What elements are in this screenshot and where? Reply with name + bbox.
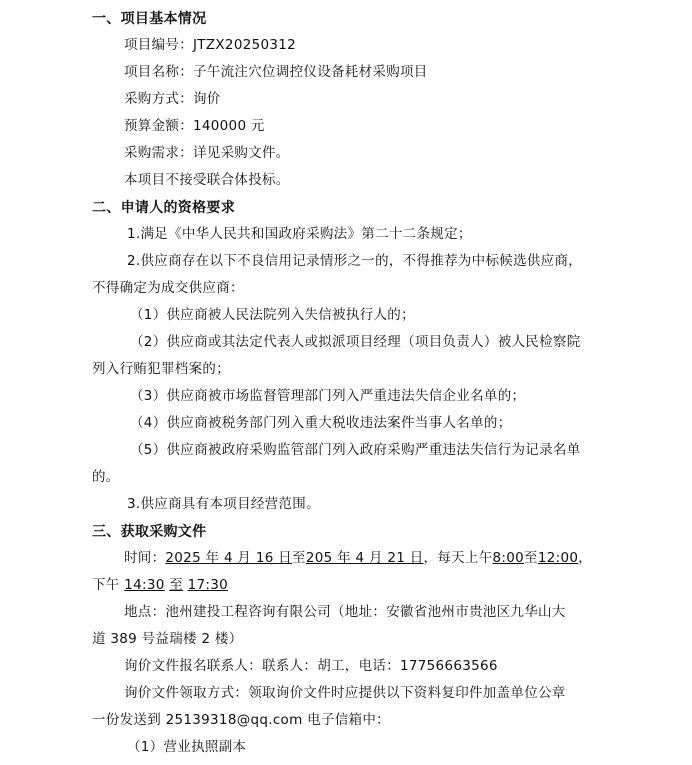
- requirement-2-item-1: （1）供应商被人民法院列入失信被执行人的；: [130, 307, 415, 323]
- daily-morning: ，每天上午: [423, 550, 493, 566]
- requirement-2-cont: 不得确定为成交供应商：: [92, 280, 244, 296]
- section-2-heading: 二、申请人的资格要求: [92, 200, 235, 216]
- time-label: 时间：: [124, 550, 166, 566]
- project-number: 项目编号：JTZX20250312: [124, 37, 297, 53]
- no-consortium-note: 本项目不接受联合体投标。: [124, 172, 290, 188]
- requirement-2-item-5: （5）供应商被政府采购监管部门列入政府采购严重违法失信行为记录名单: [130, 442, 581, 458]
- location: 地点：池州建投工程咨询有限公司（地址：安徽省池州市贵池区九华山大: [124, 604, 566, 620]
- time-to-pm: 至: [169, 577, 184, 593]
- requirement-2-item-2-cont: 列入行贿犯罪档案的；: [92, 361, 230, 377]
- time-to: 至: [292, 550, 306, 566]
- requirement-3: 3.供应商具有本项目经营范围。: [127, 496, 320, 512]
- am-start: 8:00: [492, 550, 525, 566]
- requirement-2-item-3: （3）供应商被市场监督管理部门列入严重违法失信企业名单的；: [130, 388, 526, 404]
- contact-person: 询价文件报名联系人：联系人：胡工，电话：17756663566: [124, 658, 498, 674]
- document-collection-method: 询价文件领取方式：领取询价文件时应提供以下资料复印件加盖单位公章: [124, 685, 566, 701]
- am-end: 12:00: [537, 550, 579, 566]
- requirement-2-item-5-cont: 的。: [92, 469, 120, 485]
- time-comma: ，: [578, 550, 593, 566]
- pm-end: 17:30: [187, 577, 229, 593]
- section-3-heading: 三、获取采购文件: [92, 524, 207, 540]
- pm-start: 14:30: [124, 577, 165, 593]
- requirement-2: 2.供应商存在以下不良信用记录情形之一的，不得推荐为中标候选供应商，: [127, 253, 583, 269]
- time-to-am: 至: [524, 550, 538, 566]
- requirement-2-item-2: （2）供应商或其法定代表人或拟派项目经理（项目负责人）被人民检察院: [130, 334, 581, 350]
- afternoon-label: 下午: [92, 577, 120, 593]
- time-line-1: [124, 545, 692, 572]
- end-date: 205 年 4 月 21 日: [305, 550, 424, 566]
- procurement-requirement: 采购需求：详见采购文件。: [124, 145, 290, 161]
- requirement-1: 1.满足《中华人民共和国政府采购法》第二十二条规定；: [127, 226, 472, 242]
- location-cont: 道 389 号益瑞楼 2 楼）: [92, 631, 243, 647]
- time-line-2: [92, 572, 692, 599]
- start-date: 2025 年 4 月 16 日: [165, 550, 292, 566]
- procurement-method: 采购方式：询价: [124, 91, 221, 107]
- section-1-heading: 一、项目基本情况: [92, 11, 207, 27]
- requirement-2-item-4: （4）供应商被税务部门列入重大税收违法案件当事人名单的；: [130, 415, 512, 431]
- project-name: 项目名称：子午流注穴位调控仪设备耗材采购项目: [124, 64, 428, 80]
- required-document-1: （1）营业执照副本: [127, 739, 247, 755]
- document-collection-email: 一份发送到 25139318@qq.com 电子信箱中：: [92, 712, 390, 728]
- budget-amount: 预算金额：140000 元: [124, 118, 265, 134]
